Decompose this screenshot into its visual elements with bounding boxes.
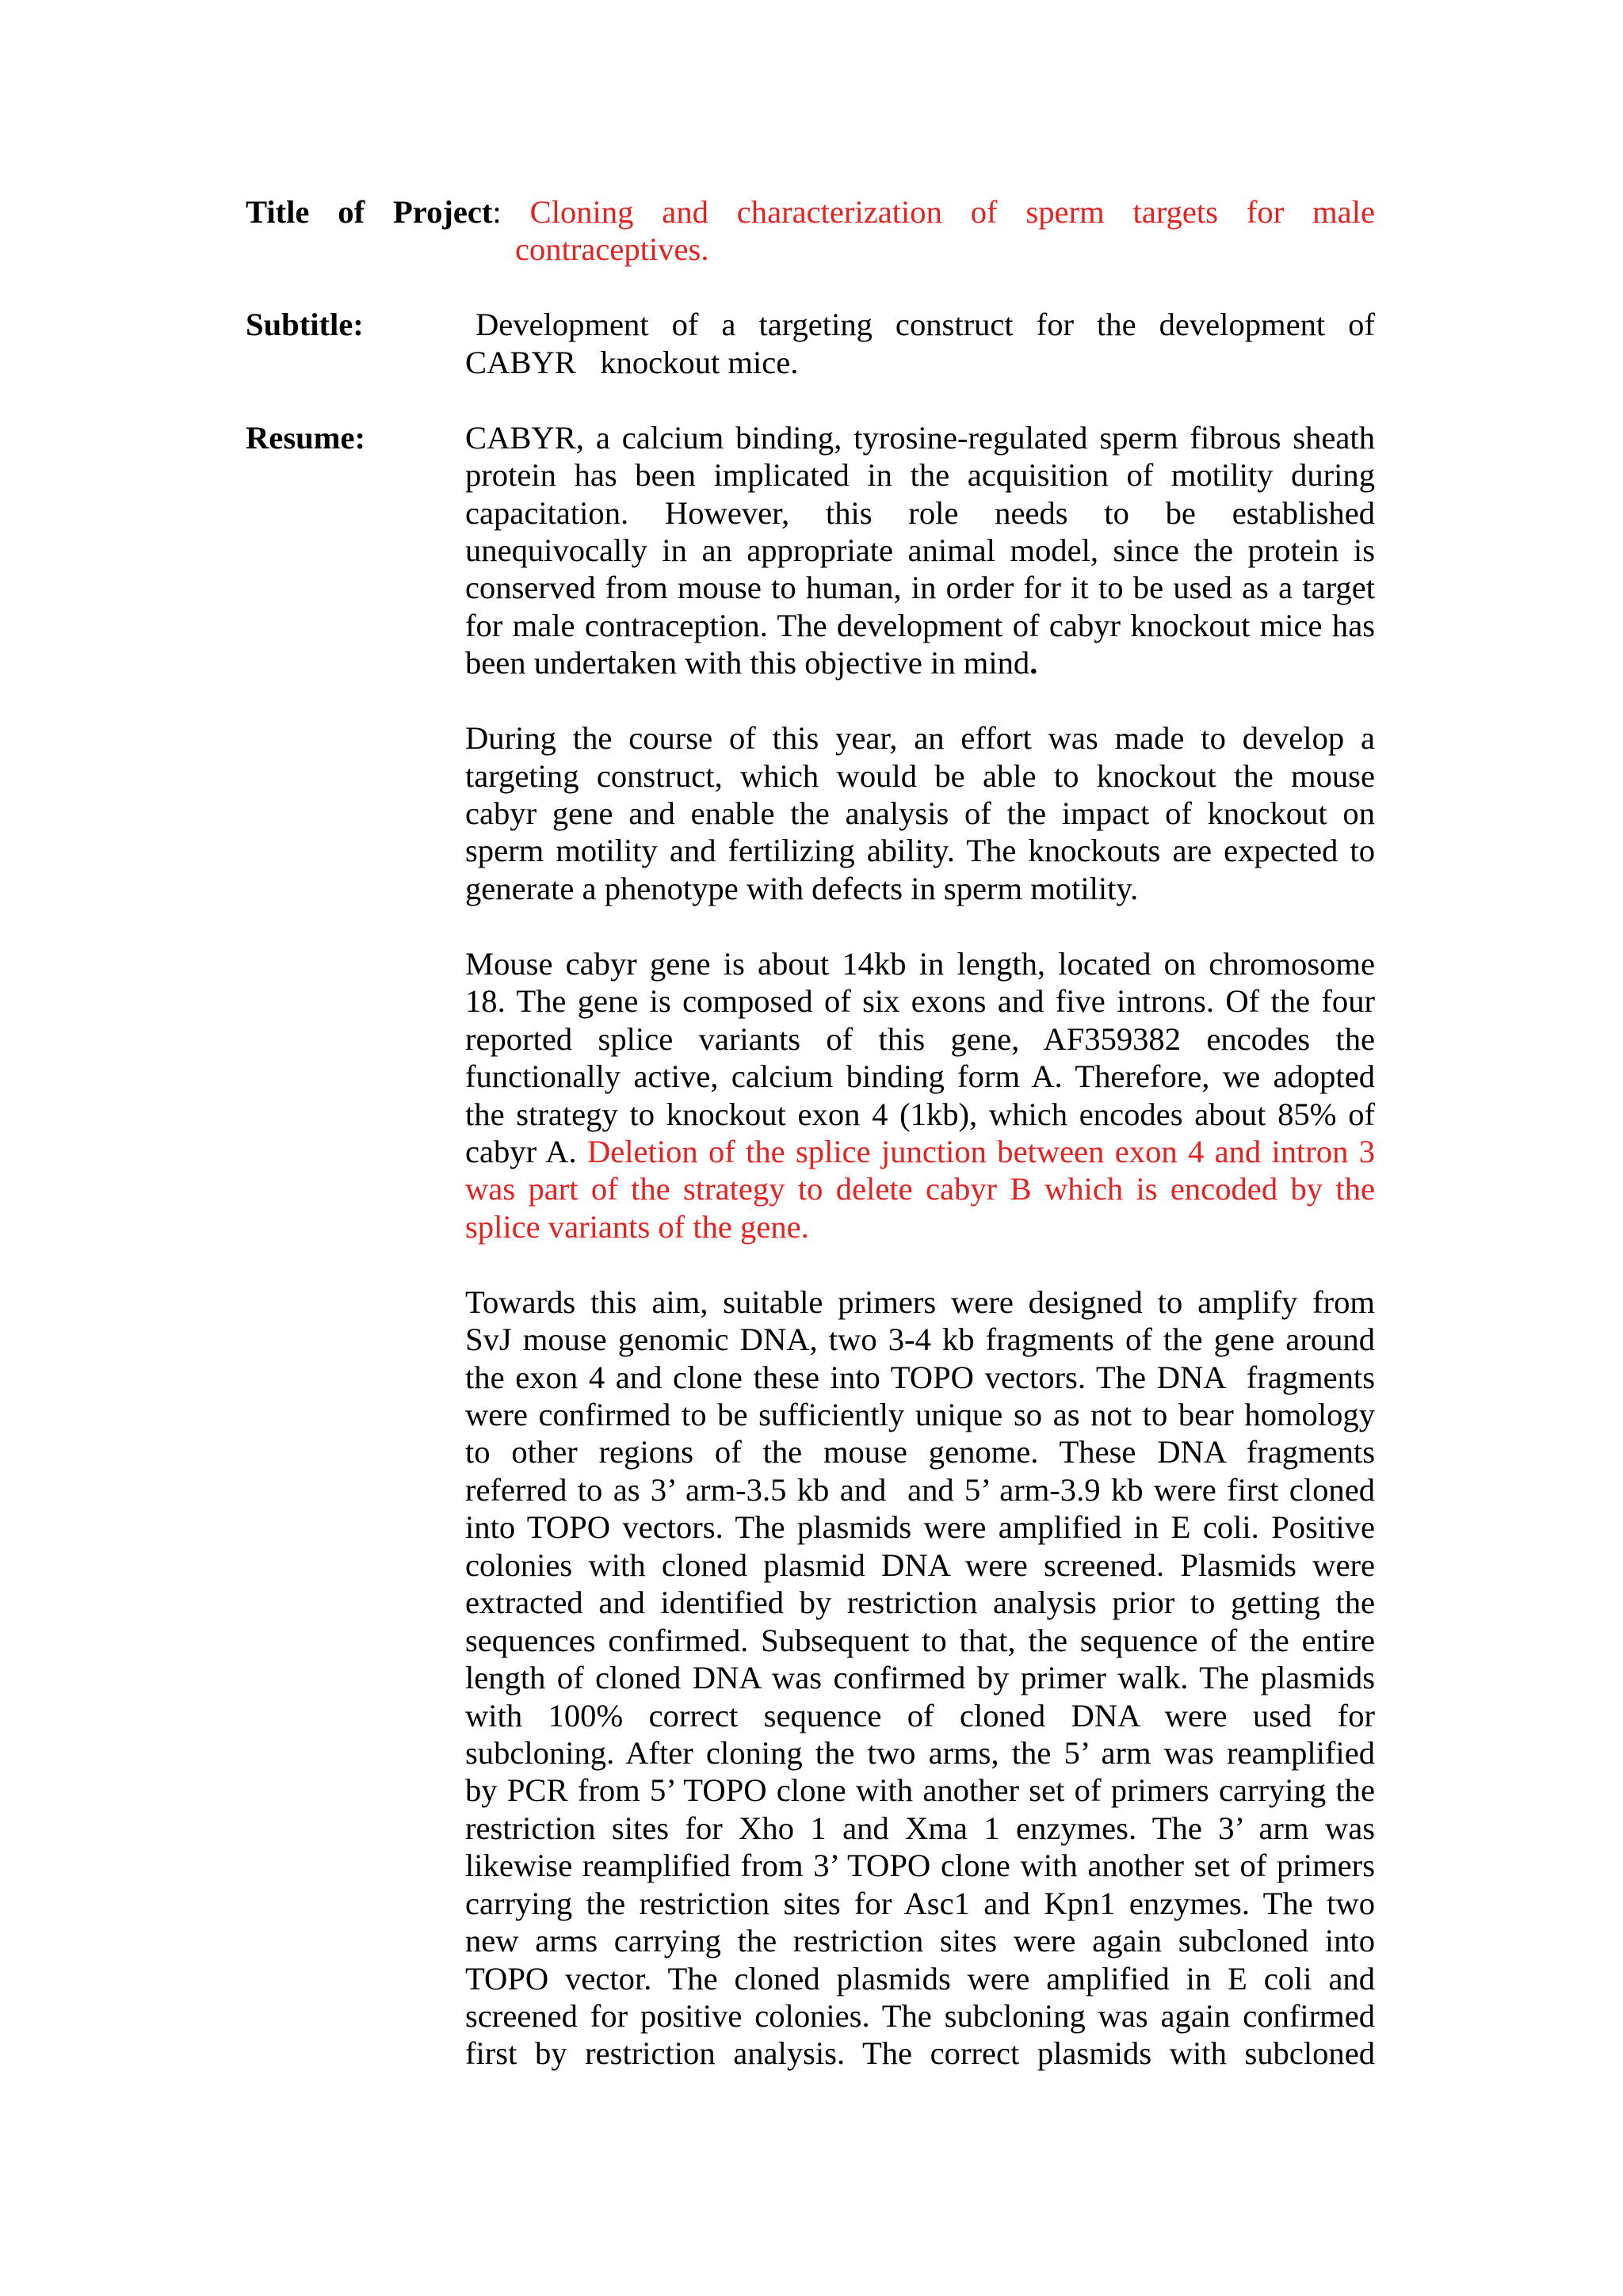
body-line: screened for positive colonies. The subcloning was again confirmed <box>465 1998 1375 2034</box>
body-line: first by restriction analysis. The correct plasmids with subcloned <box>465 2035 1375 2072</box>
body-line: the exon 4 and clone these into TOPO vectors. The DNA fragments <box>465 1359 1375 1395</box>
body-line: capacitation. However, this role needs to be established <box>465 494 1375 531</box>
body-line <box>465 1133 1375 1170</box>
body-line: carrying the restriction sites for Asc1 and Kpn1 enzymes. The two <box>465 1885 1375 1921</box>
subtitle-row <box>0 344 1623 381</box>
title-label: Title of Project <box>246 194 493 230</box>
body-line: likewise reamplified from 3’ TOPO clone with another set of primers <box>465 1848 1375 1884</box>
body-line: Towards this aim, suitable primers were designed to amplify from <box>465 1283 1375 1320</box>
subtitle-text-line: Development of a targeting construct for the development of <box>475 307 1375 343</box>
subtitle-row <box>0 306 1623 343</box>
body-line: referred to as 3’ arm-3.5 kb and and 5’ arm-3.9 kb were first cloned <box>465 1471 1375 1508</box>
resume-label: Resume: <box>246 419 365 456</box>
title-row <box>0 231 1623 268</box>
body-line <box>465 644 1375 681</box>
spacer <box>0 381 1623 418</box>
body-line: cabyr gene and enable the analysis of the impact of knockout on <box>465 795 1375 831</box>
highlighted-text: Deletion of the splice junction between exon 4 and intron 3 <box>586 1133 1376 1169</box>
body-line: new arms carrying the restriction sites were again subcloned into <box>465 1923 1375 1959</box>
body-line: to other regions of the mouse genome. These DNA fragments <box>465 1434 1375 1470</box>
body-line: conserved from mouse to human, in order for it to be used as a target <box>465 570 1375 606</box>
body-line: length of cloned DNA was confirmed by primer walk. The plasmids <box>465 1660 1375 1696</box>
body-line: reported splice variants of this gene, AF359382 encodes the <box>465 1020 1375 1057</box>
spacer <box>0 907 1623 944</box>
body-line: targeting construct, which would be able to knockout the mouse <box>465 757 1375 794</box>
subtitle-label: Subtitle: <box>246 307 364 343</box>
body-line: 18. The gene is composed of six exons and five introns. Of the four <box>465 983 1375 1020</box>
body-line: were confirmed to be sufficiently unique so as not to bear homology <box>465 1397 1375 1432</box>
body-line: into TOPO vectors. The plasmids were amplified in E coli. Positive <box>465 1509 1375 1546</box>
body-line: Mouse cabyr gene is about 14kb in length, located on chromosome <box>465 945 1375 982</box>
title-text-line: contraceptives. <box>515 231 709 268</box>
bold-period: . <box>1029 645 1038 681</box>
highlighted-text: was part of the strategy to delete cabyr B which is encoded by the <box>465 1171 1375 1207</box>
body-line: by PCR from 5’ TOPO clone with another set of primers carrying the <box>465 1772 1375 1809</box>
body-line: the strategy to knockout exon 4 (1kb), which encodes about 85% of <box>465 1096 1375 1132</box>
body-line: TOPO vector. The cloned plasmids were amplified in E coli and <box>465 1960 1375 1997</box>
body-line: CABYR, a calcium binding, tyrosine-regulated sperm fibrous sheath <box>465 419 1375 456</box>
body-line-text: cabyr A. <box>465 1133 577 1169</box>
subtitle-text-line: CABYR knockout mice. <box>465 344 799 380</box>
document-body <box>0 193 1623 2073</box>
body-line: with 100% correct sequence of cloned DNA were used for <box>465 1697 1375 1733</box>
title-row <box>0 193 1623 231</box>
body-line: for male contraception. The development of cabyr knockout mice has <box>465 607 1375 643</box>
title-colon: : <box>492 194 502 230</box>
resume-paragraph <box>0 719 1623 907</box>
body-line: protein has been implicated in the acquisition of motility during <box>465 457 1375 494</box>
spacer <box>0 682 1623 719</box>
title-text-line <box>246 193 1375 231</box>
highlighted-text: splice variants of the gene. <box>465 1208 809 1245</box>
body-line: sperm motility and fertilizing ability. The knockouts are expected to <box>465 833 1375 869</box>
resume-paragraph <box>0 419 1623 682</box>
body-line: generate a phenotype with defects in sperm motility. <box>465 870 1139 906</box>
spacer <box>0 269 1623 306</box>
body-line: functionally active, calcium binding form A. Therefore, we adopted <box>465 1058 1375 1095</box>
body-line: sequences confirmed. Subsequent to that, the sequence of the entire <box>465 1622 1375 1658</box>
body-line: During the course of this year, an effort was made to develop a <box>465 720 1375 757</box>
title-text: Cloning and characterization of sperm targets for male <box>529 194 1375 230</box>
body-line: colonies with cloned plasmid DNA were screened. Plasmids were <box>465 1547 1375 1583</box>
spacer <box>0 1245 1623 1283</box>
resume-paragraph <box>0 945 1623 1246</box>
resume-paragraph <box>0 1283 1623 2073</box>
body-line: extracted and identified by restriction analysis prior to getting the <box>465 1585 1375 1621</box>
body-line-text: been undertaken with this objective in mind <box>465 645 1030 681</box>
body-line: unequivocally in an appropriate animal model, since the protein is <box>465 532 1375 568</box>
body-line: SvJ mouse genomic DNA, two 3-4 kb fragments of the gene around <box>465 1322 1375 1358</box>
body-line: subcloning. After cloning the two arms, the 5’ arm was reamplified <box>465 1734 1375 1771</box>
body-line: restriction sites for Xho 1 and Xma 1 enzymes. The 3’ arm was <box>465 1810 1375 1846</box>
